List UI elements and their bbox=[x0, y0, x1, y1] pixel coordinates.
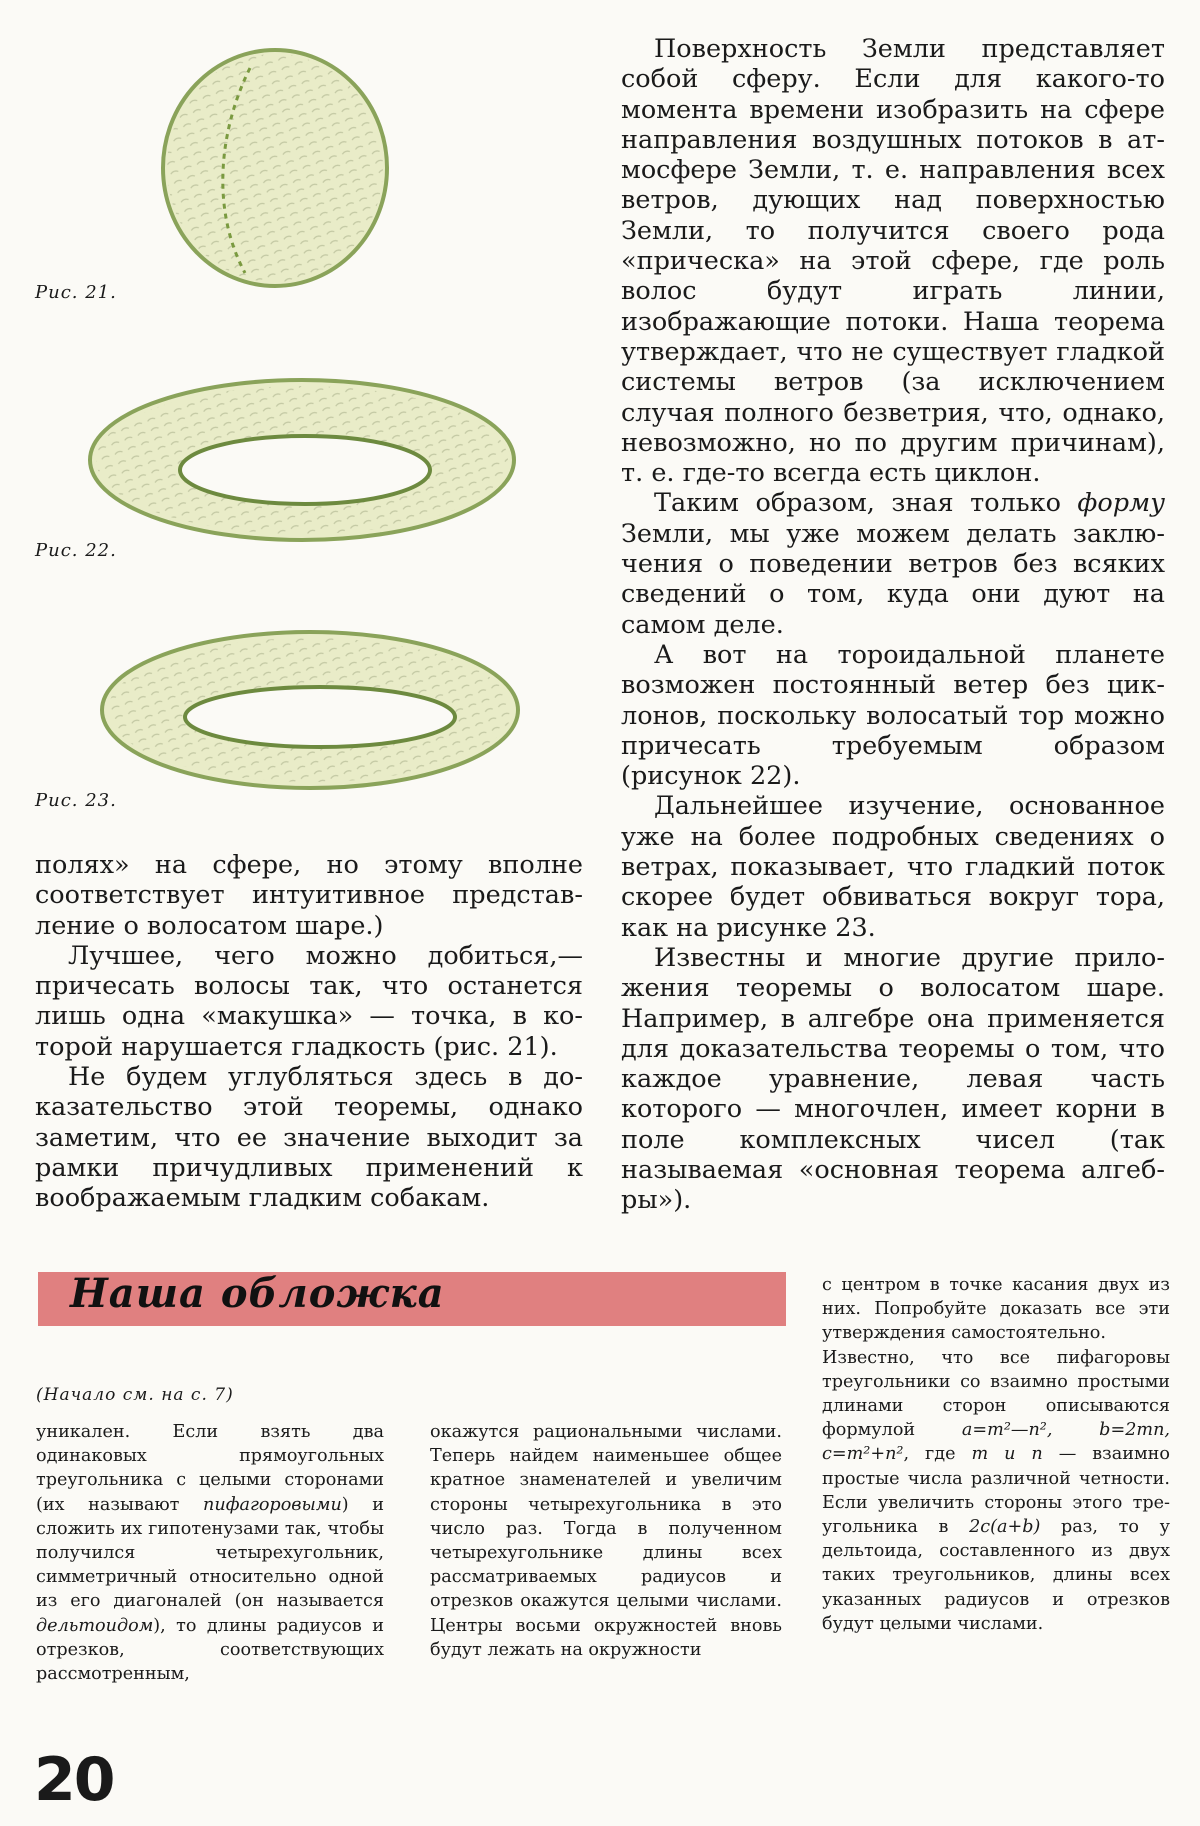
paragraph: с центром в точке касания двух из них. Попробуйте доказать все эти утверждения самостоятельно. bbox=[822, 1275, 1170, 1344]
figure-22-caption: Рис. 22. bbox=[35, 540, 117, 561]
paragraph: Известно, что все пифагоровы треугольники со взаимно простыми длинами сторон описываются формулой a=m²—n², b=2mn, c=m²+n², где m и n — взаимно простые числа различной четности. Если увеличить стороны этого треугольника в 2c(a+b) раз, то у дельтоида, составленного из двух таких треугольников, длины всех указанных радиусов и отрезков будут целыми числами. bbox=[822, 1347, 1170, 1634]
figure-22 bbox=[85, 375, 520, 545]
hairy-torus-wrapped-illustration bbox=[95, 625, 525, 795]
paragraph: Известны и многие другие приложения теоремы о волосатом шаре. Например, в алгебре она применяется для доказательства теоремы о том, что каждое уравнение, левая часть которого — многочлен, имеет корни в поле комплексных чисел (так называемая «основная теорема алгебры»). bbox=[621, 942, 1165, 1216]
paragraph: уникален. Если взять два одинаковых прямоугольных треугольника с целыми сторонами (их называют пифагоровыми) и сложить их гипотенузами так, чтобы получился четырехугольник, симметричный относительно одной из его диагоналей (он называется дельтоидом), то длины радиусов и отрезков, соответствующих рассмотренным, bbox=[36, 1422, 384, 1685]
figure-23 bbox=[95, 625, 525, 795]
figure-23-caption: Рис. 23. bbox=[35, 790, 117, 811]
right-column bbox=[621, 34, 1165, 1216]
figure-21 bbox=[150, 38, 400, 298]
continued-note: (Начало см. на с. 7) bbox=[36, 1385, 234, 1405]
paragraph: окажутся рациональными числами. Теперь найдем наименьшее общее кратное знаменателей и увеличим стороны четырехугольника в это число раз. Тогда в полученном четырехугольнике длины всех рассматриваемых радиусов и отрезков окажутся целыми числами. Центры восьми окружностей вновь будут лежать на окружности bbox=[430, 1422, 782, 1660]
paragraph: Дальнейшее изучение, основанное уже на более подробных сведениях о ветрах, показывает, что гладкий поток скорее будет обвиваться вокруг тора, как на рисунке 23. bbox=[621, 791, 1165, 943]
paragraph: Таким образом, зная только форму Земли, мы уже можем делать заключения о поведении ветров без всяких сведений о том, куда они дуют на самом деле. bbox=[621, 488, 1165, 640]
paragraph: Не будем углубляться здесь в доказательство этой теоремы, однако заметим, что ее значение выходит за рамки причудливых применений к воображаемым гладким собакам. bbox=[35, 1062, 583, 1214]
bottom-column-1 bbox=[36, 1420, 384, 1686]
figure-21-caption: Рис. 21. bbox=[35, 282, 117, 303]
page-number: 20 bbox=[34, 1745, 114, 1815]
left-column bbox=[35, 850, 583, 1214]
paragraph: Лучшее, чего можно добиться,— причесать волосы так, что останется лишь одна «макушка» — точка, в которой нарушается гладкость (рис. 21). bbox=[35, 940, 583, 1062]
paragraph: Поверхность Земли представляет собой сферу. Если для какого-то момента времени изобразить на сфере направления воздушных потоков в атмосфере Земли, т. е. направления всех ветров, дующих над поверхностью Земли, то получится своего рода «прическа» на этой сфере, где роль волос будут играть линии, изображающие потоки. Наша теорема утверждает, что не существует гладкой системы ветров (за исключением случая полного безветрия, что, однако, невозможно, но по другим причинам), т. е. где-то всегда есть циклон. bbox=[621, 34, 1165, 489]
paragraph: А вот на тороидальной планете возможен постоянный ветер без циклонов, поскольку волосатый тор можно причесать требуемым образом (рисунок 22). bbox=[621, 639, 1165, 792]
hairy-sphere-illustration bbox=[150, 38, 400, 298]
hairy-torus-illustration bbox=[85, 375, 520, 545]
bottom-column-3 bbox=[822, 1273, 1170, 1636]
paragraph: полях» на сфере, но этому вполне соответствует интуитивное представление о волосатом шаре.) bbox=[35, 850, 583, 941]
bottom-column-2 bbox=[430, 1420, 782, 1662]
banner-title: Наша обложка bbox=[70, 1270, 445, 1317]
